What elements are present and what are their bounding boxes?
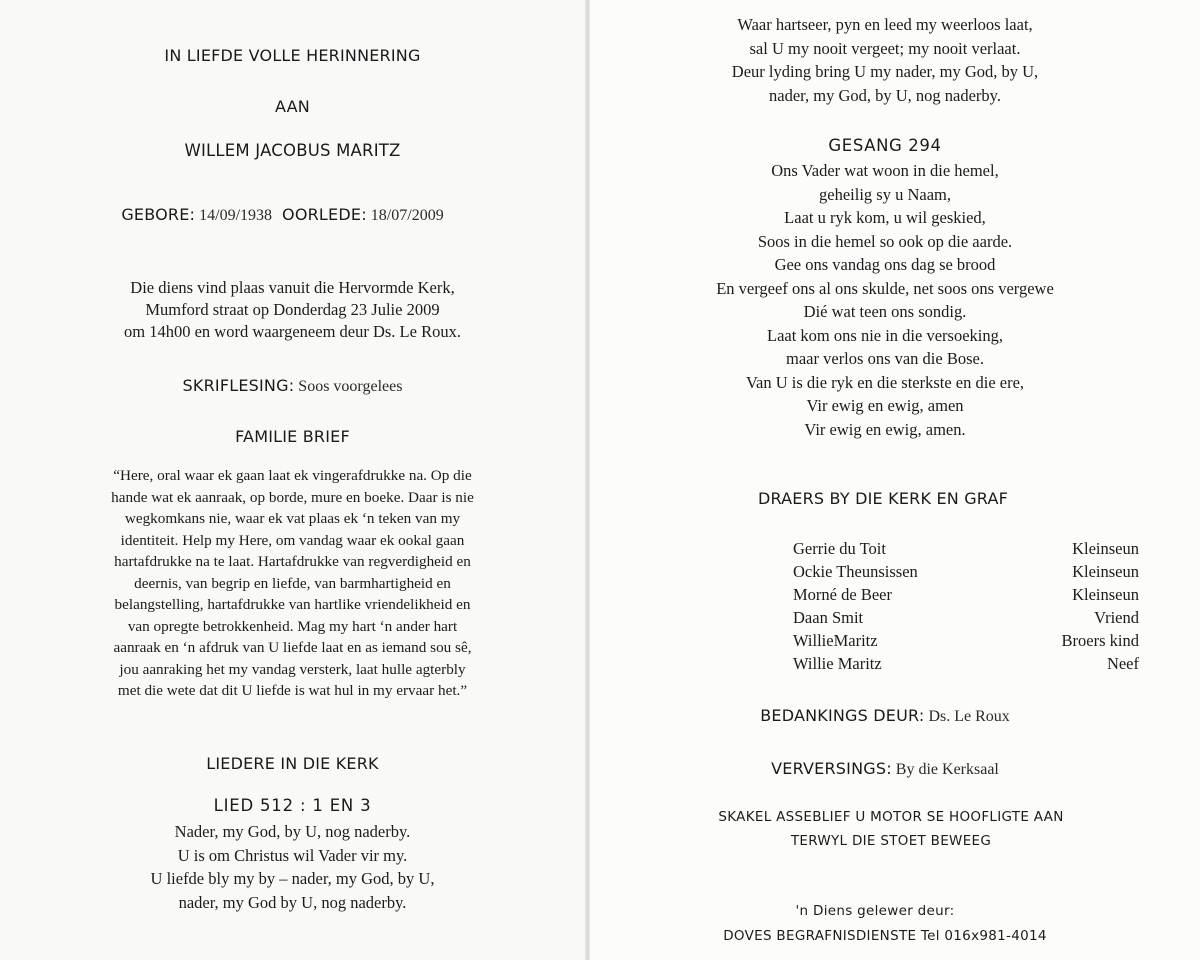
bearers-list [793, 537, 1139, 675]
lyric-line: U liefde bly my by – nader, my God, by U, [150, 869, 435, 888]
lyric-line: Vir ewig en ewig, amen [806, 396, 964, 415]
lyric-line: nader, my God by U, nog naderby. [178, 892, 407, 912]
letter-line: hande wat ek aanraak, op borde, mure en boeke. Daar is nie [111, 488, 474, 506]
dates-line: GEBORE: 14/09/1938 OORLEDE: 18/07/2009 [121, 205, 444, 224]
lyric-line: Nader, my God, by U, nog naderby. [174, 822, 411, 841]
letter-line: met die wete dat dit U liefde is wat hul in my ervaar het.” [117, 682, 468, 699]
letter-line: “Here, oral waar ek gaan laat ek vingerafdrukke na. Op die [113, 467, 472, 484]
bearer-name: WillieMaritz [793, 631, 878, 650]
lyric-line: U is om Christus wil Vader vir my. [177, 845, 408, 865]
lyric-line: Soos in die hemel so ook op die aarde. [757, 231, 1013, 251]
letter-title: FAMILIE BRIEF [235, 427, 350, 446]
bearer-name: Morné de Beer [793, 585, 892, 604]
scripture-reading [0, 376, 585, 396]
service-line: Mumford straat op Donderdag 23 Julie 2009 [145, 300, 440, 319]
bearers-title: DRAERS BY DIE KERK EN GRAF [757, 489, 1009, 508]
lyric-line: Vir ewig en ewig, amen. [804, 419, 966, 439]
headlights-notice [586, 805, 1196, 853]
song1-lyrics [0, 820, 585, 914]
lyric-line: Van U is die ryk en die sterkste en die ere, [745, 372, 1025, 392]
bearer-row [793, 560, 1139, 583]
bearer-row [793, 583, 1139, 606]
song2-lyrics [580, 159, 1190, 441]
letter-line: deernis, van begrip en liefde, van barmhartigheid en [134, 574, 451, 592]
deceased-name: WILLEM JACOBUS MARITZ [184, 141, 401, 160]
letter-line: wegkomkans nie, waar ek vat plaas ek ‘n teken van my [124, 510, 461, 527]
refreshments-line [580, 759, 1190, 779]
bearer-relation: Vriend [1094, 608, 1139, 627]
left-page [0, 0, 585, 960]
thanks-line [580, 706, 1190, 726]
bearer-row [793, 606, 1139, 629]
lyric-line: En vergeef ons al ons skulde, net soos ons vergewe [716, 278, 1054, 298]
song2-title: GESANG 294 [828, 136, 942, 155]
reading-label: SKRIFLESING: [182, 376, 295, 395]
bearer-name: Ockie Theunsissen [793, 562, 918, 581]
born-date: 14/09/1938 [199, 207, 273, 224]
memorial-heading-aan: AAN [275, 97, 310, 116]
letter-line: belangstelling, hartafdrukke van hartlike vriendelikheid en [114, 596, 471, 613]
lyric-line: Waar hartseer, pyn en leed my weerloos laat, [737, 15, 1033, 34]
memorial-heading: IN LIEFDE VOLLE HERINNERING [164, 46, 421, 65]
bearer-row [793, 537, 1139, 560]
bearer-relation: Broers kind [1061, 631, 1139, 650]
lyric-line: Laat u ryk kom, u wil geskied, [784, 208, 986, 227]
family-letter [0, 465, 585, 702]
service-details [0, 277, 585, 343]
bearer-row [793, 652, 1139, 675]
letter-line: van opregte betrokkenheid. Mag my hart ‘n ander hart [127, 617, 458, 635]
lyric-line: Ons Vader wat woon in die hemel, [771, 161, 999, 180]
lyric-line: Dié wat teen ons sondig. [803, 302, 967, 321]
lyric-line: sal U my nooit vergeet; my nooit verlaat. [749, 38, 1021, 58]
songs-title: LIEDERE IN DIE KERK [206, 754, 379, 773]
service-line: Die diens vind plaas vanuit die Hervormde Kerk, [130, 278, 455, 297]
letter-line: identiteit. Help my Here, om vandag waar ek ookal gaan [120, 531, 465, 549]
reading-value: Soos voorgelees [298, 378, 403, 395]
thanks-label: BEDANKINGS DEUR: [760, 706, 925, 725]
lyric-line: geheilig sy u Naam, [819, 184, 951, 204]
bearer-name: Willie Maritz [793, 654, 882, 673]
refresh-label: VERVERSINGS: [771, 759, 892, 778]
refresh-value: By die Kerksaal [895, 761, 999, 778]
notice-line: SKAKEL ASSEBLIEF U MOTOR SE HOOFLIGTE AAN [718, 809, 1064, 825]
lyric-line: Laat kom ons nie in die versoeking, [767, 325, 1003, 345]
died-date: 18/07/2009 [370, 207, 444, 224]
footer-undertaker: DOVES BEGRAFNISDIENSTE Tel 016x981-4014 [723, 928, 1047, 944]
bearer-row [793, 629, 1139, 652]
born-label: GEBORE [121, 205, 190, 224]
song1-continued [580, 13, 1190, 107]
bearer-name: Daan Smit [793, 608, 864, 627]
letter-line: aanraak en ‘n afdruk van U liefde laat en as iemand sou sê, [113, 639, 472, 656]
lyric-line: Gee ons vandag ons dag se brood [774, 255, 996, 274]
thanks-value: Ds. Le Roux [928, 708, 1010, 725]
died-label: OORLEDE [282, 205, 362, 224]
bearer-relation: Neef [1106, 654, 1139, 673]
right-page [590, 0, 1200, 960]
bearer-name: Gerrie du Toit [793, 539, 886, 558]
letter-line: jou aanraking het my vandag versterk, laat hulle agterbly [119, 660, 466, 678]
service-line: om 14h00 en word waargeneem deur Ds. Le Roux. [124, 322, 461, 341]
bearer-relation: Kleinseun [1072, 539, 1139, 558]
lyric-line: Deur lyding bring U my nader, my God, by U, [731, 62, 1039, 81]
letter-line: hartafdrukke na te laat. Hartafdrukke van regverdigheid en [114, 553, 471, 570]
footer-service-by: 'n Diens gelewer deur: [795, 903, 955, 919]
bearer-relation: Kleinseun [1072, 585, 1139, 604]
notice-line: TERWYL DIE STOET BEWEEG [790, 833, 992, 849]
song1-title: LIED 512 : 1 EN 3 [213, 796, 372, 815]
bearer-relation: Kleinseun [1072, 562, 1139, 581]
lyric-line: maar verlos ons van die Bose. [786, 349, 984, 368]
lyric-line: nader, my God, by U, nog naderby. [769, 85, 1001, 105]
